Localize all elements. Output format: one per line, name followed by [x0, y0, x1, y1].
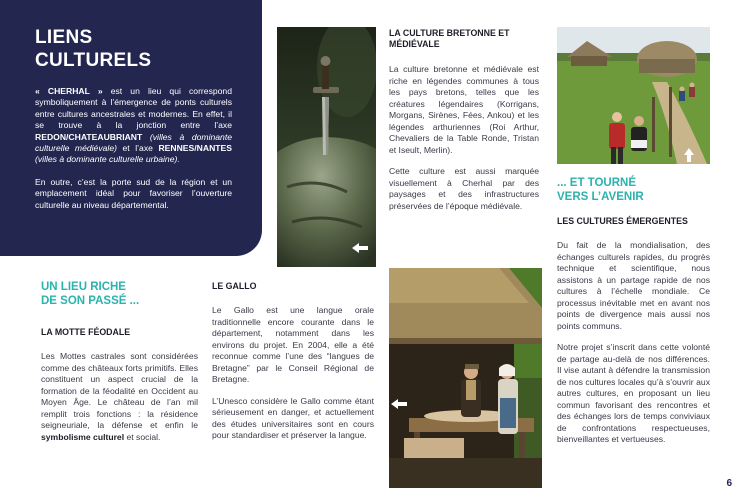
- intro-text-b: et l’axe: [116, 143, 159, 154]
- axis-redon-note: (villes à dominante culturelle médiévale): [35, 131, 232, 154]
- bretonne-paragraph-2: Cette culture est aussi marquée visuellement à Cherhal par des paysages et des infrastructures préservées de l’époque médiévale.: [389, 166, 539, 211]
- intro-paragraph-2: En outre, c’est la porte sud de la région et un emplacement idéal pour favoriser l’ouverture culturelle au niveau départemental.: [35, 176, 232, 210]
- page-title-line1: LIENS: [35, 27, 93, 48]
- cherhal-name: « CHERHAL »: [35, 86, 103, 96]
- gallo-paragraph-2: L’Unesco considère le Gallo comme étant sérieusement en danger, et actuellement des études universitaires sont en cours pour standardiser et préserver la langue.: [212, 395, 374, 440]
- intro-paragraph-1: [35, 86, 232, 166]
- avenir-title: [557, 177, 717, 204]
- page-number: 6: [726, 478, 732, 489]
- motte-paragraph: [41, 351, 198, 443]
- avenir-paragraph-2: Notre projet s’inscrit dans cette volonté de partage au-delà de nos différences. Il vise autant à défendre la transmission de nos cultures locales qu’à s’ouvrir aux autres cultures, en proposant un lieu commun favorisant des rencontres et des échanges lors de temps conviviaux de confrontations respectueuses, bienveillantes et vertueuses.: [557, 342, 710, 444]
- bretonne-subhead-line2: MÉDIÉVALE: [389, 39, 440, 49]
- village-photo: [557, 27, 710, 164]
- bretonne-subhead: [389, 28, 539, 50]
- gallo-paragraph-1: Le Gallo est une langue orale traditionnelle encore courante dans le département, notamment dans les environs du projet. En 2004, elle a été reconnue comme l’une des “langues de Bretagne” par le Conseil Régional de Bretagne.: [212, 305, 374, 384]
- motte-text-a: Les Mottes castrales sont considérées comme des châteaux forts primitifs. Elles constituent un aspect crucial de la formation de la féodalité en Occident au Moyen Âge. Le château de l’an mil remplit trois fonctions : la résidence seigneuriale, la défense et enfin le: [41, 351, 198, 430]
- motte-subhead: LA MOTTE FÉODALE: [41, 327, 131, 337]
- arrow-left-icon: [352, 243, 368, 253]
- arrow-up-icon: [684, 148, 694, 162]
- axis-rennes-note: (villes à dominante culturelle urbaine).: [35, 154, 180, 165]
- arrow-left-icon: [391, 399, 407, 409]
- riche-title-line2: DE SON PASSÉ ...: [41, 294, 140, 307]
- intro-text: [35, 86, 232, 211]
- axis-redon: REDON/CHATEAUBRIANT: [35, 131, 143, 142]
- avenir-title-line1: ... ET TOURNÉ: [557, 177, 637, 189]
- motte-text-bold: symbolisme culturel: [41, 431, 125, 442]
- gallo-text: [212, 305, 374, 442]
- medieval-market-photo: [389, 268, 542, 488]
- avenir-title-line2: VERS L’AVENIR: [557, 190, 644, 203]
- avenir-text: [557, 240, 710, 446]
- page-title-line2: CULTURELS: [35, 50, 152, 71]
- avenir-paragraph-1: Du fait de la mondialisation, des échanges culturels rapides, du progrès technique et scientifique, nous assistons à un partage rapide de nos cultures à l’échelle mondiale. Ce processus inévitable met en avant nos points de divergence mais aussi nos points communs.: [557, 240, 710, 331]
- motte-text: [41, 351, 198, 443]
- riche-title: [41, 281, 201, 308]
- page-title: [35, 26, 235, 72]
- motte-text-end: et social.: [124, 431, 161, 442]
- intro-text-a: est un lieu qui correspond symboliquement à l’émergence de ponts culturels entre cultures ancestrales et modernes. En effet, il se trouve à la jonction entre l’axe: [35, 86, 232, 131]
- bretonne-paragraph-1: La culture bretonne et médiévale est riche en légendes communes à tous les pays bretons, telles que les créatures légendaires (Korrigans, Morgans, Sirènes, Fées, Ankou) et les légendes arthuriennes (Roi Arthur, Chevaliers de la Table Ronde, Tristan et Iseult, Merlin).: [389, 64, 539, 155]
- sword-stone-photo: [277, 27, 376, 267]
- emergentes-subhead: LES CULTURES ÉMERGENTES: [557, 216, 688, 226]
- bretonne-subhead-line1: LA CULTURE BRETONNE ET: [389, 28, 510, 38]
- gallo-subhead: LE GALLO: [212, 281, 257, 291]
- axis-rennes: RENNES/NANTES: [158, 143, 232, 154]
- bretonne-text: [389, 64, 539, 212]
- riche-title-line1: UN LIEU RICHE: [41, 281, 126, 293]
